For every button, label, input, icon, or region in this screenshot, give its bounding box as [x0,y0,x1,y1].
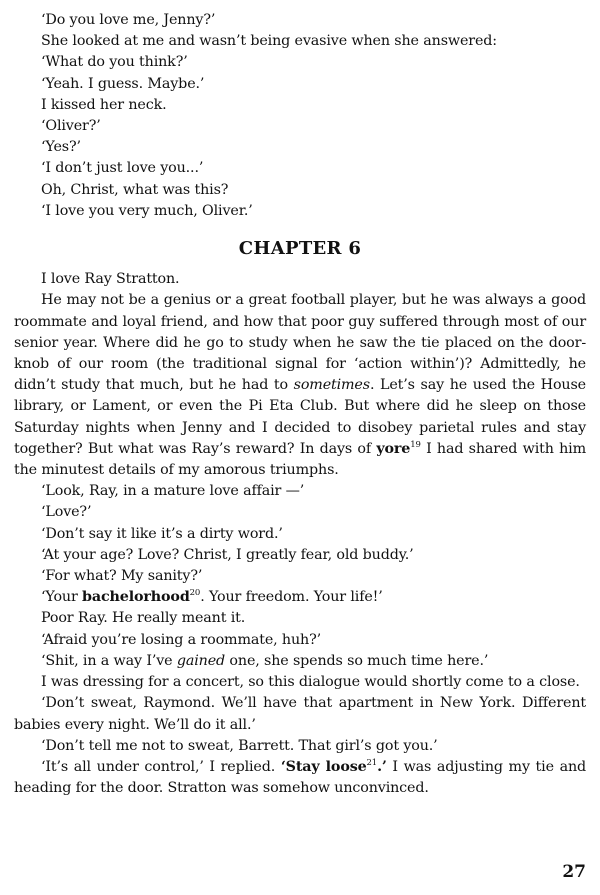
dialogue-line: ‘Don’t say it like it’s a dirty word.’ [41,525,283,542]
narration-line: She looked at me and wasn’t being evasive when she answered: [41,33,497,50]
dialogue-line: ‘Do you love me, Jenny?’ [41,12,216,28]
page-text [14,10,586,799]
paragraph-text: I had shared with him the minutest details of my amorous triumphs. [14,440,586,479]
footnote-marker: 21 [366,758,378,769]
dialogue-line: ‘Oliver?’ [41,118,101,135]
dialogue-line: ‘I love you very much, Oliver.’ [41,202,253,219]
dialogue-line: ‘I don’t just love you...’ [41,160,204,177]
paragraph-text: He may not be a genius or a great football player, but he was always a good roommate and loyal friend, and how that poor guy suffered through most of our senior year. Where did he go to study when he saw the tie placed on the door-knob of our room (the traditional signal for ‘action within’)? Admittedly, he didn’t study that much, but he had to [14,292,586,394]
dialogue-line: ‘Yes?’ [41,139,81,156]
dialogue-line: ‘Look, Ray, in a mature love affair —’ [41,483,305,500]
footnote-marker: 19 [410,440,421,451]
dialogue-text: ‘It’s all under control,’ I replied. [41,758,281,775]
dialogue-text: I was adjusting my tie and heading for the door. Stratton was somehow unconvinced. [14,758,586,797]
dialogue-text: . Your freedom. Your life!’ [200,589,383,606]
narration-line: Oh, Christ, what was this? [41,181,229,198]
dialogue-text: ‘Your [41,589,83,606]
dialogue-line [14,587,586,608]
dialogue-line: ‘At your age? Love? Christ, I greatly fear, old buddy.’ [41,546,414,563]
dialogue-text: one, she spends so much time here.’ [225,652,489,669]
glossary-word: yore [376,440,411,457]
paragraph-text: . Let’s say he used the House library, or Lament, or even the Pi Eta Club. But where did he sleep on those Saturday nights when Jenny and I decided to disobey parietal rules and stay together? But what was Ray’s reward? In days of [14,377,586,457]
body-paragraph [14,290,586,481]
emphasis-text: sometimes [293,377,370,394]
dialogue-line: ‘What do you think?’ [41,54,188,71]
dialogue-line [14,651,586,672]
dialogue-paragraph: ‘Don’t sweat, Raymond. We’ll have that apartment in New York. Different babies every night. We’ll do it all.’ [14,695,586,733]
glossary-word-end: .’ [377,758,387,775]
dialogue-text: ‘Shit, in a way I’ve [41,652,177,669]
dialogue-line: ‘For what? My sanity?’ [41,568,203,585]
footnote-marker: 20 [189,588,201,599]
emphasis-text: gained [176,652,226,669]
dialogue-line: ‘Yeah. I guess. Maybe.’ [41,75,205,92]
narration-line: Poor Ray. He really meant it. [41,610,246,627]
dialogue-paragraph [14,757,586,799]
glossary-word: bachelorhood [82,589,190,606]
opening-line: I love Ray Stratton. [41,271,180,288]
dialogue-line: ‘Don’t tell me not to sweat, Barrett. That girl’s got you.’ [41,737,438,754]
dialogue-line: ‘Love?’ [41,504,92,521]
glossary-word: ‘Stay loose [280,758,367,775]
page-number: 27 [562,862,586,882]
chapter-heading: CHAPTER 6 [238,238,362,260]
narration-line: I kissed her neck. [41,96,167,113]
narration-line: I was dressing for a concert, so this dialogue would shortly come to a close. [41,674,580,691]
dialogue-line: ‘Afraid you’re losing a roommate, huh?’ [41,631,321,648]
